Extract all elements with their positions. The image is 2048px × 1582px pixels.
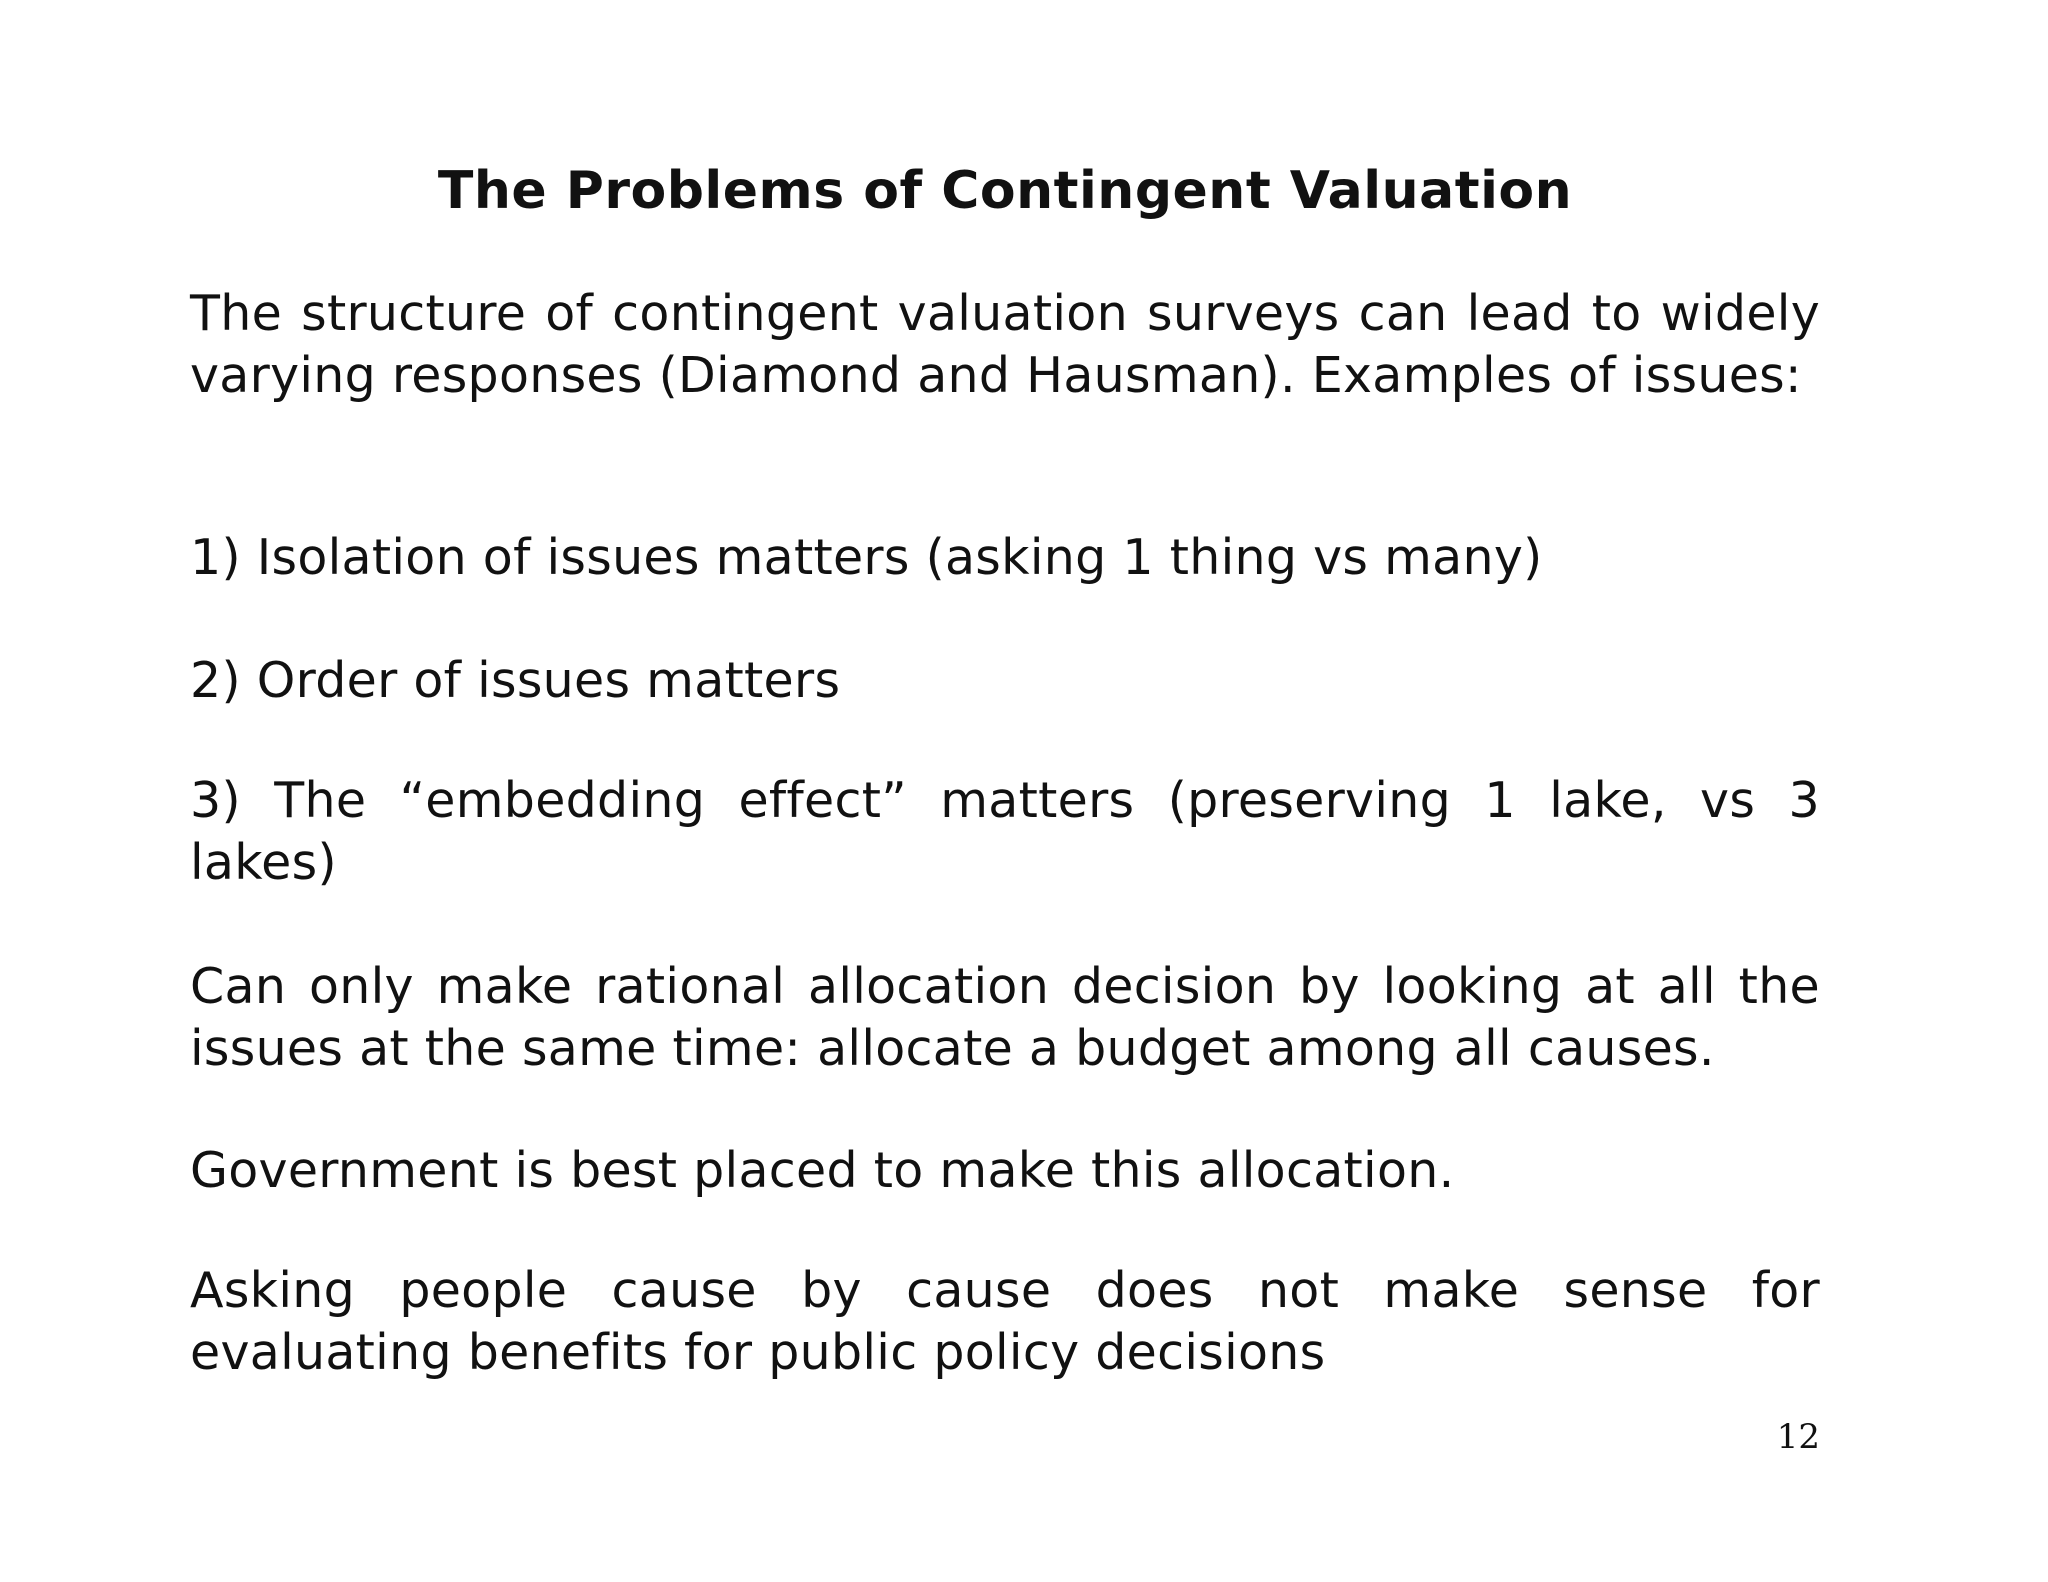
page-number: 12 xyxy=(1776,1417,1820,1457)
conclusion-paragraph: Asking people cause by cause does not make sense for evaluating benefits for public policy decisions xyxy=(190,1262,1820,1381)
issue-item-1: 1) Isolation of issues matters (asking 1 thing vs many) xyxy=(190,529,1543,586)
issue-item-2: 2) Order of issues matters xyxy=(190,652,841,709)
allocation-paragraph: Can only make rational allocation decision by looking at all the issues at the same time: allocate a budget among all causes. xyxy=(190,958,1820,1077)
slide-title: The Problems of Contingent Valuation xyxy=(437,161,1573,221)
intro-paragraph: The structure of contingent valuation surveys can lead to widely varying responses (Diamond and Hausman). Examples of issues: xyxy=(190,285,1820,404)
government-paragraph: Government is best placed to make this allocation. xyxy=(190,1142,1455,1199)
issue-item-3: 3) The “embedding effect” matters (preserving 1 lake, vs 3 lakes) xyxy=(190,772,1820,891)
